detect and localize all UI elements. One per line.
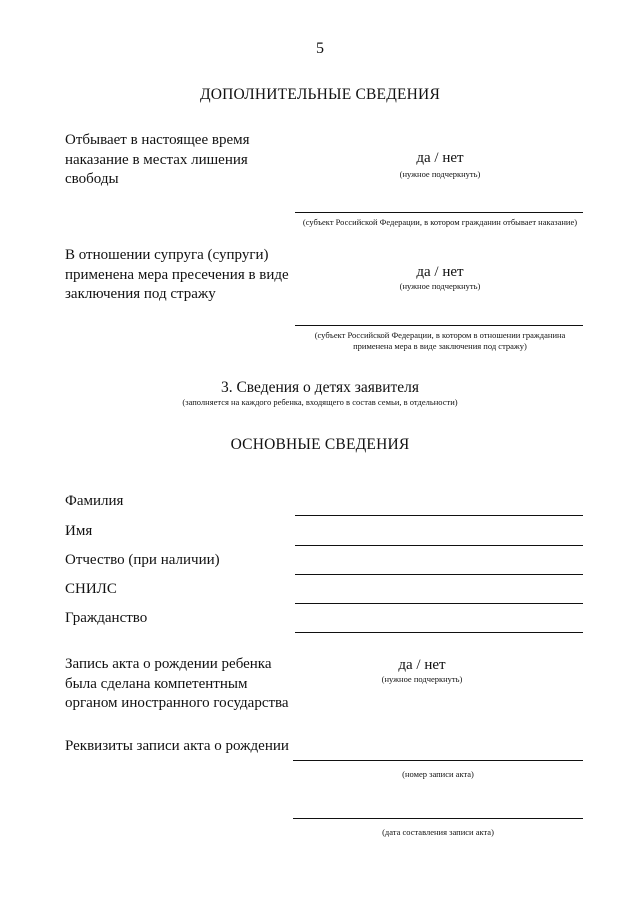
question-foreign-birth-record-line-2: была сделана компетентным <box>65 675 248 692</box>
citizenship-label: Гражданство <box>65 610 148 626</box>
imprisonment-region-field[interactable] <box>295 212 583 213</box>
question-imprisonment-line-1: Отбывает в настоящее время <box>65 132 250 148</box>
spouse-custody-yes-no[interactable]: да / нет <box>416 264 464 280</box>
birth-record-number-field[interactable] <box>293 760 583 761</box>
question-spouse-custody-line-2: применена мера пресечения в виде <box>65 266 289 283</box>
spouse-custody-yes-no-hint: (нужное подчеркнуть) <box>399 281 481 291</box>
surname-label: Фамилия <box>65 493 124 509</box>
birth-record-date-hint: (дата составления записи акта) <box>382 827 494 837</box>
foreign-birth-record-yes-no[interactable]: да / нет <box>398 657 446 673</box>
surname-field[interactable] <box>295 515 583 516</box>
birth-record-details-label: Реквизиты записи акта о рождении <box>65 738 289 754</box>
birth-record-date-field[interactable] <box>293 818 583 819</box>
basic-info-heading: ОСНОВНЫЕ СВЕДЕНИЯ <box>230 436 410 453</box>
imprisonment-region-hint: (субъект Российской Федерации, в котором гражданин отбывает наказание) <box>302 217 578 227</box>
spouse-custody-region-hint-line-2: применена мера в виде заключения под стражу) <box>353 341 527 351</box>
question-spouse-custody-line-1: В отношении супруга (супруги) <box>65 247 269 263</box>
imprisonment-yes-no-hint: (нужное подчеркнуть) <box>399 169 481 179</box>
snils-field[interactable] <box>295 603 583 604</box>
children-section-title: 3. Сведения о детях заявителя <box>220 379 420 396</box>
spouse-custody-region-field[interactable] <box>295 325 583 326</box>
birth-record-number-hint: (номер записи акта) <box>402 769 474 779</box>
citizenship-field[interactable] <box>295 632 583 633</box>
question-imprisonment-line-3: свободы <box>65 171 119 187</box>
question-foreign-birth-record <box>65 655 289 714</box>
page-number: 5 <box>316 40 324 57</box>
question-imprisonment <box>65 131 250 190</box>
additional-info-heading: ДОПОЛНИТЕЛЬНЫЕ СВЕДЕНИЯ <box>200 86 440 103</box>
children-section-note: (заполняется на каждого ребенка, входящего в состав семьи, в отдельности) <box>182 397 458 407</box>
spouse-custody-region-hint-line-1: (субъект Российской Федерации, в котором в отношении гражданина <box>314 330 566 340</box>
question-spouse-custody-line-3: заключения под стражу <box>65 286 216 302</box>
question-foreign-birth-record-line-1: Запись акта о рождении ребенка <box>65 656 272 672</box>
imprisonment-yes-no[interactable]: да / нет <box>416 150 464 166</box>
foreign-birth-record-yes-no-hint: (нужное подчеркнуть) <box>381 674 463 684</box>
patronymic-field[interactable] <box>295 574 583 575</box>
question-spouse-custody <box>65 246 289 305</box>
name-field[interactable] <box>295 545 583 546</box>
patronymic-label: Отчество (при наличии) <box>65 552 220 568</box>
spouse-custody-region-hint <box>290 330 590 352</box>
question-foreign-birth-record-line-3: органом иностранного государства <box>65 695 289 711</box>
snils-label: СНИЛС <box>65 581 117 597</box>
question-imprisonment-line-2: наказание в местах лишения <box>65 151 248 168</box>
name-label: Имя <box>65 523 93 539</box>
